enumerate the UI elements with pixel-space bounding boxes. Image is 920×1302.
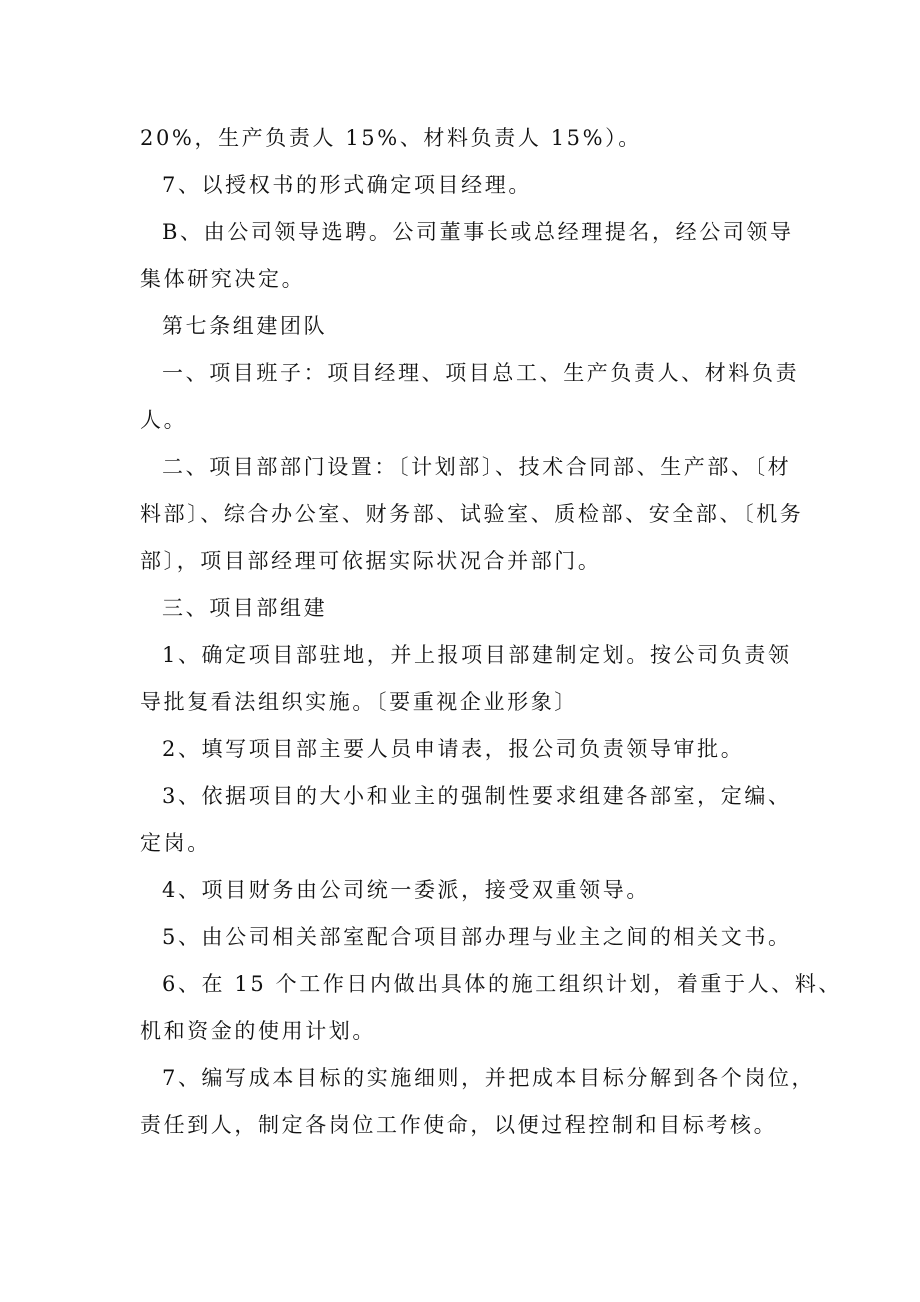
text-line: 二、项目部部门设置：〔计划部〕、技术合同部、生产部、〔材 — [162, 455, 792, 479]
section-heading-article-7 — [140, 303, 800, 350]
text-line: 责任到人，制定各岗位工作使命，以便过程控制和目标考核。 — [140, 1113, 778, 1137]
paragraph-item-6 — [140, 961, 843, 1055]
text-line: 7、以授权书的形式确定项目经理。 — [162, 173, 532, 197]
paragraph-item-7-cost-targets — [140, 1055, 816, 1149]
text-line: 7、编写成本目标的实施细则，并把成本目标分解到各个岗位， — [162, 1066, 816, 1090]
document-body — [140, 115, 843, 1149]
text-line: 第七条组建团队 — [162, 314, 328, 338]
text-line: 20%，生产负责人 15%、材料负责人 15%）。 — [140, 126, 642, 150]
text-line: 4、项目财务由公司统一委派，接受双重领导。 — [162, 878, 650, 902]
paragraph-item-7-authorization — [140, 162, 800, 209]
text-line: 机和资金的使用计划。 — [140, 1019, 376, 1043]
text-line: 1、确定项目部驻地，并上报项目部建制定划。按公司负责领 — [162, 643, 792, 667]
text-line: 定岗。 — [140, 831, 211, 855]
text-line: 部〕，项目部经理可依据实际状况合并部门。 — [140, 549, 602, 573]
text-line: 3、依据项目的大小和业主的强制性要求组建各部室，定编、 — [162, 784, 792, 808]
paragraph-item-2 — [140, 726, 800, 773]
paragraph-ratio-end — [140, 115, 800, 162]
text-line: 人。 — [140, 408, 188, 432]
text-line: 6、在 15 个工作日内做出具体的施工组织计划，着重于人、料、 — [162, 972, 843, 996]
paragraph-item-1 — [140, 632, 800, 726]
paragraph-department-setup — [140, 444, 804, 585]
text-line: 2、填写项目部主要人员申请表，报公司负责领导审批。 — [162, 737, 745, 761]
text-line: 一、项目班子：项目经理、项目总工、生产负责人、材料负责 — [162, 361, 800, 385]
paragraph-item-5 — [140, 914, 800, 961]
text-line: 三、项目部组建 — [162, 596, 328, 620]
paragraph-item-3 — [140, 773, 800, 867]
paragraph-item-b-selection — [140, 209, 800, 303]
text-line: 导批复看法组织实施。〔要重视企业形象〕 — [140, 690, 578, 714]
paragraph-project-team — [140, 350, 800, 444]
text-line: 料部〕、综合办公室、财务部、试验室、质检部、安全部、〔机务 — [140, 502, 804, 526]
text-line: B、由公司领导选聘。公司董事长或总经理提名，经公司领导 — [162, 220, 794, 244]
text-line: 5、由公司相关部室配合项目部办理与业主之间的相关文书。 — [162, 925, 792, 949]
paragraph-item-4 — [140, 867, 800, 914]
text-line: 集体研究决定。 — [140, 267, 306, 291]
paragraph-project-setup-heading — [140, 585, 800, 632]
